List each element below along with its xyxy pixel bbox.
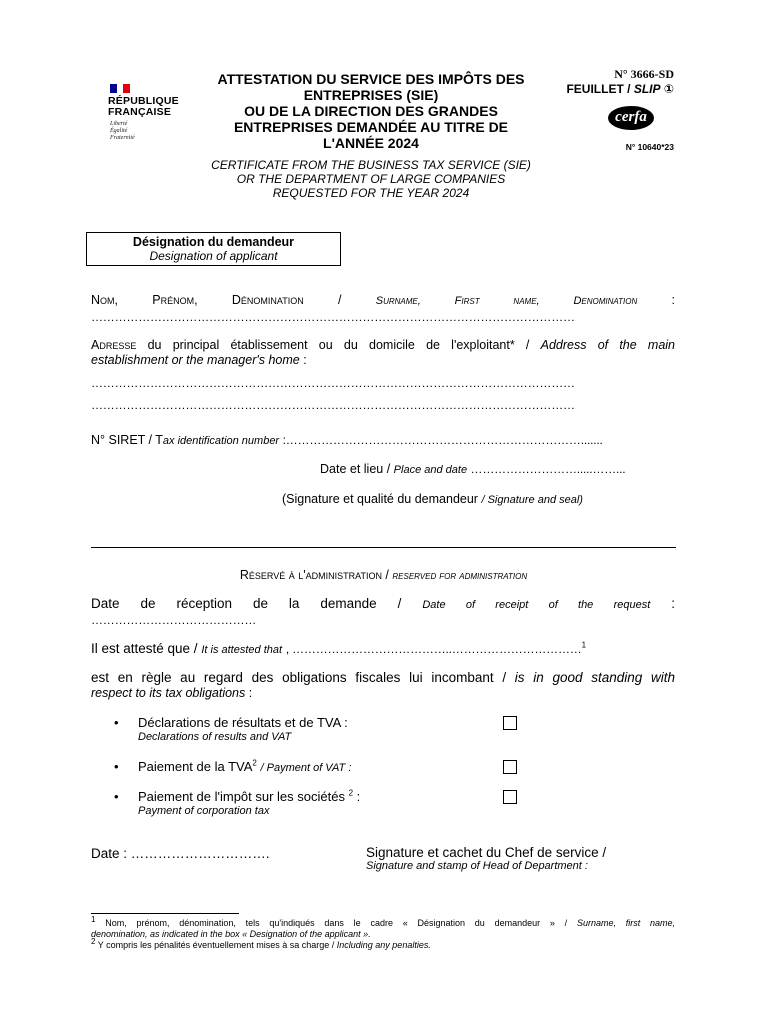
footnote-1-line2: denomination, as indicated in the box « Designation of the applicant ».	[91, 929, 371, 939]
address-input-dots-2[interactable]: ……………………………………………………………………………………………………………	[91, 398, 575, 412]
check-item-colon: :	[356, 789, 361, 804]
french-flag-icon	[110, 84, 130, 93]
applicant-box-title-en: Designation of applicant	[149, 249, 278, 263]
siret-label-en: ax identification number	[162, 435, 280, 447]
flag-blue-band	[110, 84, 117, 93]
attested-input-dots[interactable]: , …………………………………..……………………………	[285, 642, 582, 656]
footnote-2	[91, 937, 675, 951]
document-title-fr	[190, 71, 552, 151]
signature-label-en: / Signature and seal)	[481, 494, 583, 506]
footnote-2-en: Including any penalties.	[336, 940, 431, 950]
declarations-checkbox[interactable]	[503, 716, 517, 730]
name-input-dots[interactable]: ……………………………………………………………………………………………………………	[91, 310, 575, 324]
reserved-administration-heading	[91, 568, 676, 584]
address-label-fr: du principal établissement ou du domicile de l'exploitant* /	[147, 338, 530, 352]
republique-francaise-logo	[108, 84, 188, 142]
check-item-label-fr: Paiement de la TVA	[138, 759, 253, 774]
logo-motto	[110, 121, 188, 142]
reception-colon: :	[671, 596, 675, 611]
date-place-input-dots[interactable]: ……………………….....……...	[470, 462, 626, 476]
siret-input-dots[interactable]: :………………………………………………………………….......	[282, 433, 603, 447]
slip-label-en: SLIP	[633, 82, 661, 96]
admin-date-field[interactable]: Date : ………………………….	[91, 846, 270, 861]
applicant-box-title-fr: Désignation du demandeur	[132, 235, 295, 249]
title-fr-line: OU DE LA DIRECTION DES GRANDES	[244, 103, 498, 119]
title-fr-line: ENTREPRISES (SIE)	[303, 87, 439, 103]
footnote-number: 2	[91, 937, 96, 946]
siret-field	[91, 433, 675, 449]
motto-fraternite: Fraternité	[110, 135, 135, 141]
reception-label-en: Date of receipt of the request	[422, 599, 651, 611]
title-fr-line: ATTESTATION DU SERVICE DES IMPÔTS DES	[217, 71, 525, 87]
address-label-en-line2: establishment or the manager's home	[91, 353, 300, 367]
stamp-label-fr: Signature et cachet du Chef de service /	[366, 845, 607, 860]
standing-statement-line2	[91, 686, 675, 701]
bullet: •	[114, 789, 119, 804]
standing-label-fr: est en règle au regard des obligations fiscales lui incombant /	[91, 670, 507, 685]
address-label-en: Address of the main	[540, 338, 675, 352]
footnote-ref-1: 1	[581, 641, 587, 650]
title-en-line: CERTIFICATE FROM THE BUSINESS TAX SERVICE (SIE)	[211, 158, 531, 172]
reserved-label-fr: Réservé à l'administration /	[239, 568, 389, 582]
attested-field	[91, 641, 675, 658]
name-label-fr: Nom, Prénom, Dénomination /	[91, 293, 342, 307]
attested-label-fr: Il est attesté que /	[91, 641, 198, 656]
footnote-2-fr: Y compris les pénalités éventuellement mises à sa charge /	[97, 940, 335, 950]
stamp-label-en: Signature and stamp of Head of Department :	[366, 860, 588, 872]
standing-colon: :	[248, 686, 253, 700]
check-item-declarations	[114, 715, 534, 730]
reception-label-fr: Date de réception de la demande /	[91, 596, 402, 611]
reception-date-field	[91, 596, 675, 613]
title-en-line: OR THE DEPARTMENT OF LARGE COMPANIES	[236, 172, 506, 186]
cerfa-logo: cerfa	[608, 106, 654, 130]
name-label-en: Surname, First name, Denomination	[375, 295, 638, 307]
standing-label-en: is in good standing with	[514, 670, 675, 685]
footnote-rule	[91, 913, 239, 914]
address-field-label	[91, 338, 675, 353]
address-label-fr-word: Adresse	[91, 338, 137, 352]
address-field-label-line2	[91, 353, 675, 368]
bullet: •	[114, 759, 119, 774]
name-field-label	[91, 293, 675, 309]
date-place-label-fr: Date et lieu /	[320, 462, 391, 476]
flag-red-band	[123, 84, 130, 93]
logo-name	[108, 96, 188, 118]
check-item-label-en: Declarations of results and VAT	[138, 731, 292, 743]
vat-payment-checkbox[interactable]	[503, 760, 517, 774]
footnote-number: 1	[91, 915, 96, 924]
cerfa-number: N° 10640*23	[625, 142, 674, 152]
check-item-label-fr: Paiement de l'impôt sur les sociétés	[138, 789, 345, 804]
slip-number: ①	[663, 82, 674, 96]
logo-name-line1: RÉPUBLIQUE	[108, 95, 179, 107]
title-fr-line: ENTREPRISES DEMANDÉE AU TITRE DE	[233, 119, 509, 135]
signature-label-fr: (Signature et qualité du demandeur	[282, 492, 478, 506]
applicant-signature-label	[282, 492, 676, 508]
footnote-1-fr: Nom, prénom, dénomination, tels qu'indiqués dans le cadre « Désignation du demandeur » /	[105, 918, 568, 928]
check-item-label-fr: Déclarations de résultats et de TVA :	[138, 715, 348, 730]
slip-label: FEUILLET /	[566, 82, 631, 96]
footnote-ref-2: 2	[252, 758, 257, 768]
section-divider	[91, 547, 676, 548]
date-place-field	[320, 462, 680, 478]
check-item-vat-payment	[114, 759, 534, 776]
address-input-dots-1[interactable]: ……………………………………………………………………………………………………………	[91, 376, 575, 390]
footnote-1-en: Surname, first name,	[576, 918, 676, 928]
logo-name-line2: FRANÇAISE	[108, 106, 172, 118]
date-place-label-en: Place and date	[393, 464, 468, 476]
title-en-line: REQUESTED FOR THE YEAR 2024	[272, 186, 470, 200]
bullet: •	[114, 715, 119, 730]
check-item-label-en: Payment of corporation tax	[138, 805, 270, 817]
check-item-label-en: / Payment of VAT :	[260, 762, 352, 774]
title-fr-line: L'ANNÉE 2024	[323, 135, 419, 151]
reception-input-dots[interactable]: ……………………………………	[91, 613, 257, 627]
standing-label-en-line2: respect to its tax obligations	[91, 686, 246, 700]
attested-label-en: It is attested that	[201, 644, 283, 656]
address-colon: :	[303, 353, 307, 367]
slip-line	[540, 82, 674, 96]
form-number: N° 3666-SD	[614, 67, 674, 81]
flag-white-band	[117, 84, 124, 93]
motto-egalite: Égalité	[110, 128, 128, 134]
siret-label-fr: N° SIRET / T	[91, 433, 163, 447]
check-item-corporation-tax	[114, 789, 534, 804]
footnote-1	[91, 915, 676, 929]
reserved-label-en: reserved for administration	[392, 570, 528, 582]
motto-liberte: Liberté	[110, 121, 128, 127]
document-title-en	[190, 158, 552, 200]
applicant-designation-box	[86, 232, 341, 266]
name-colon: :	[671, 293, 675, 307]
standing-statement	[91, 670, 675, 685]
footnote-ref-2: 2	[348, 788, 354, 798]
corporation-tax-checkbox[interactable]	[503, 790, 517, 804]
